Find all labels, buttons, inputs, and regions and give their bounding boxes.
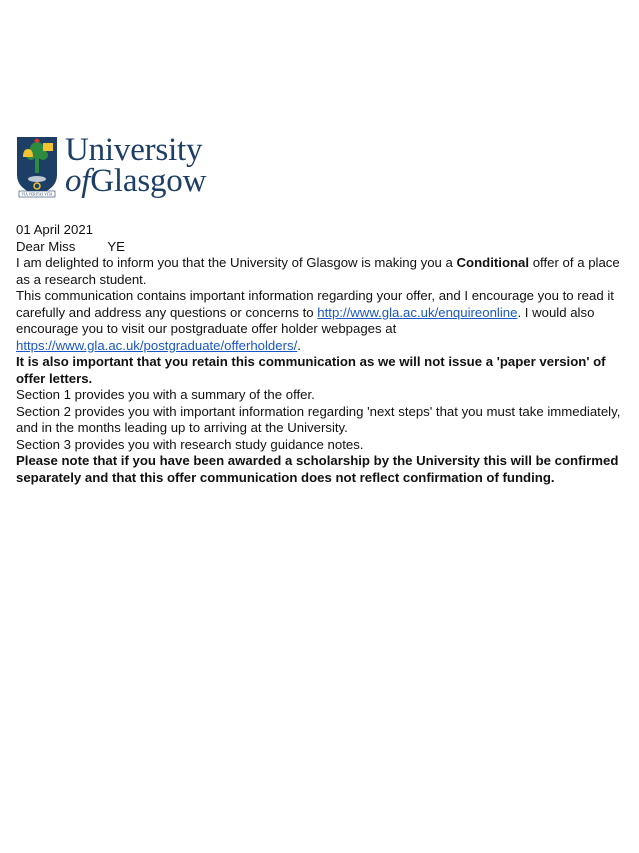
- salutation-surname: YE: [107, 238, 125, 254]
- offer-holders-link[interactable]: https://www.gla.ac.uk/postgraduate/offerholders/: [16, 337, 298, 353]
- wordmark-of: of: [65, 163, 91, 199]
- information-paragraph: [16, 288, 626, 354]
- letter-date: 01 April 2021: [16, 222, 93, 237]
- offer-text-end: offer of a place as a research student.: [16, 255, 620, 287]
- university-logo: [15, 132, 207, 199]
- wordmark-glasgow: Glasgow: [90, 163, 207, 199]
- university-wordmark: [65, 132, 207, 199]
- retain-notice: It is also important that you retain this communication as we will not issue a 'paper version' of offer letters.: [16, 354, 606, 386]
- section-2-note: Section 2 provides you with important information regarding 'next steps' that you must take immediately, and in the months leading up to arriving at the University.: [16, 403, 621, 435]
- section-1-note: Section 1 provides you with a summary of the offer.: [16, 387, 315, 402]
- crest-banner-text: VIA VERITAS VITA: [21, 192, 53, 197]
- info-text-middle: . I would also encourage you to visit our postgraduate offer holder webpages at: [16, 304, 595, 336]
- enquire-online-link[interactable]: http://www.gla.ac.uk/enquireonline: [317, 304, 518, 320]
- salutation-prefix: Dear Miss: [16, 238, 76, 254]
- offer-type: Conditional: [456, 255, 530, 270]
- offer-text-start: I am delighted to inform you that the University of Glasgow is making you a: [16, 255, 457, 270]
- salutation: [16, 239, 626, 256]
- university-crest-icon: [15, 135, 59, 199]
- wordmark-of-glasgow: [65, 165, 206, 198]
- wordmark-university: University: [65, 132, 203, 168]
- letter-body: [16, 222, 626, 486]
- scholarship-notice: Please note that if you have been awarded a scholarship by the University this will be confirmed separately and that this offer communication does not reflect confirmation of funding.: [16, 453, 619, 485]
- info-text-end: .: [297, 337, 301, 353]
- info-text-start: This communication contains important information regarding your offer, and I encourage you to read it carefully and address any questions or concerns to: [16, 288, 614, 320]
- offer-paragraph: [16, 255, 626, 288]
- section-3-note: Section 3 provides you with research study guidance notes.: [16, 436, 364, 452]
